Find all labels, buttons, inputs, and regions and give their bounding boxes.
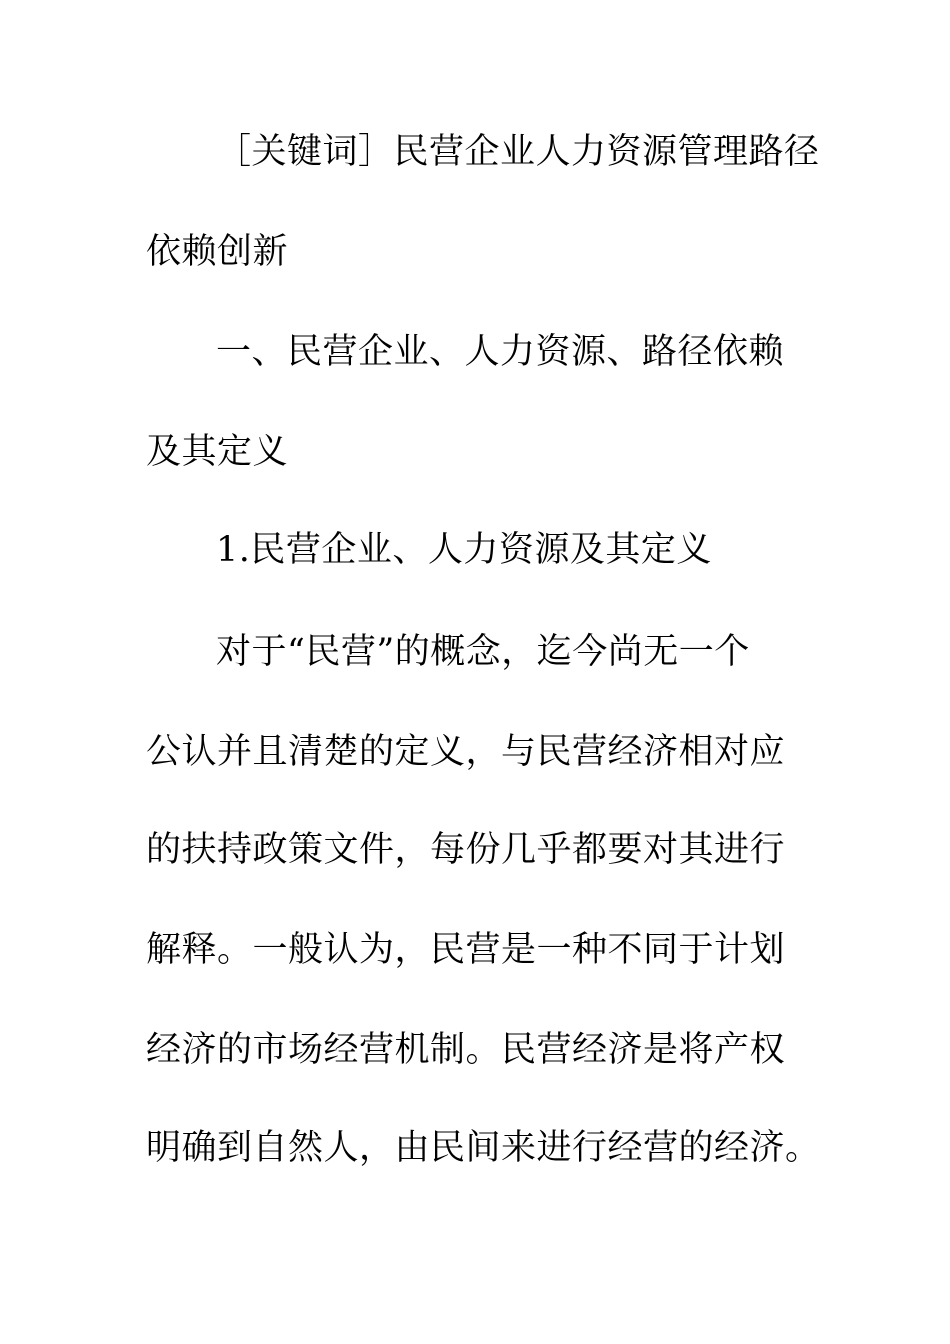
- paragraph-line: 对于“民营”的概念，迄今尚无一个: [216, 632, 750, 672]
- paragraph-line: 经济的市场经营机制。民营经济是将产权: [146, 1030, 786, 1070]
- paragraph-line: 明确到自然人，由民间来进行经营的经济。: [146, 1128, 821, 1168]
- subsection-heading: 1.民营企业、人力资源及其定义: [216, 530, 712, 570]
- paragraph-line: 解释。一般认为，民营是一种不同于计划: [146, 930, 786, 970]
- paragraph-line: 的扶持政策文件，每份几乎都要对其进行: [146, 830, 786, 870]
- keywords-line-continued: 依赖创新: [146, 232, 289, 272]
- paragraph-line: 公认并且清楚的定义，与民营经济相对应: [146, 732, 786, 772]
- section-heading-continued: 及其定义: [146, 432, 289, 472]
- section-heading: 一、民营企业、人力资源、路径依赖: [216, 332, 785, 372]
- keywords-line: ［关键词］民营企业人力资源管理路径: [216, 132, 820, 172]
